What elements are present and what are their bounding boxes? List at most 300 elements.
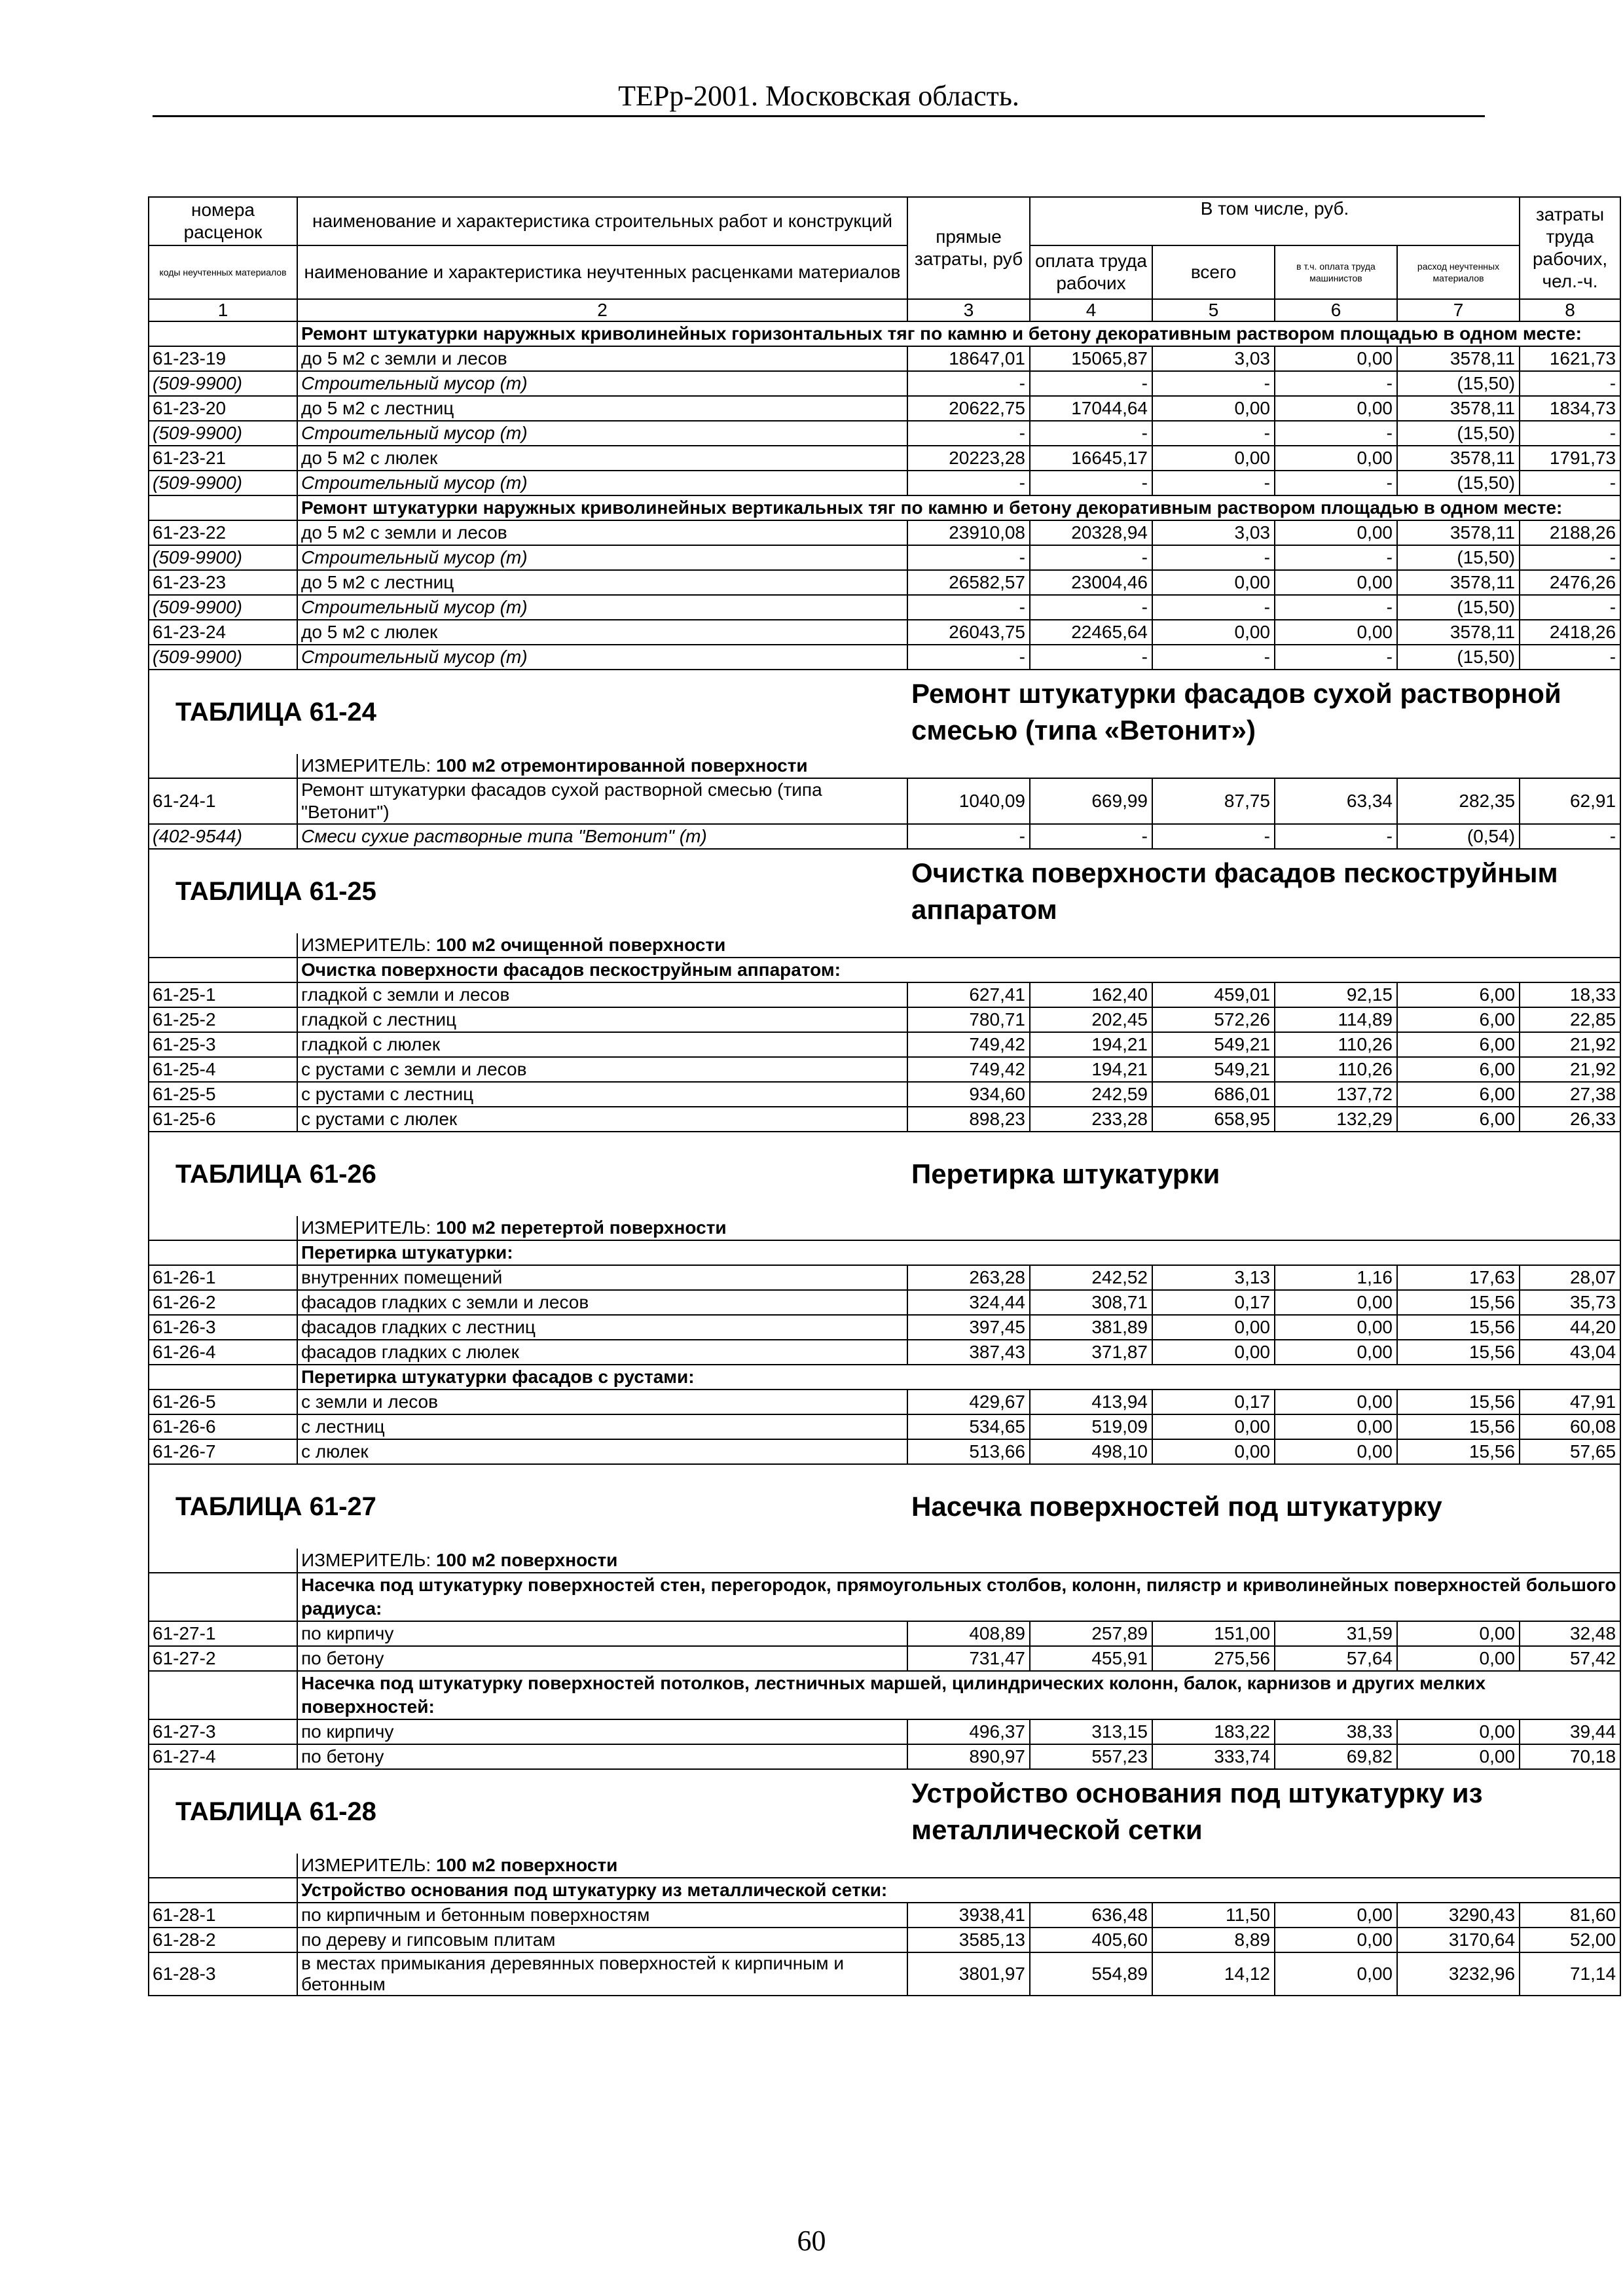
- rate-code: (509-9900): [149, 421, 297, 446]
- group-heading: Устройство основания под штукатурку из металлической сетки:: [297, 1878, 1620, 1903]
- measure-value: 100 м2 поверхности: [435, 1855, 618, 1875]
- work-name: Строительный мусор (т): [297, 595, 907, 620]
- materials-cost: (0,54): [1397, 824, 1520, 849]
- labor-cost: 498,10: [1030, 1439, 1152, 1464]
- group-row: [149, 321, 1620, 346]
- rate-row: [149, 620, 1620, 645]
- direct-cost: 20223,28: [907, 446, 1030, 471]
- materials-cost: 3578,11: [1397, 520, 1520, 545]
- work-name: до 5 м2 с земли и лесов: [297, 346, 907, 371]
- labor-cost: 313,15: [1030, 1719, 1152, 1744]
- rate-row: [149, 570, 1620, 595]
- direct-cost: -: [907, 545, 1030, 570]
- work-name: Строительный мусор (т): [297, 421, 907, 446]
- labor-cost: 519,09: [1030, 1414, 1152, 1439]
- machinist-labor-cost: 0,00: [1275, 570, 1397, 595]
- direct-cost: 387,43: [907, 1340, 1030, 1365]
- group-row: [149, 1365, 1620, 1390]
- labor-hours: 57,42: [1520, 1646, 1620, 1671]
- rate-code: (509-9900): [149, 471, 297, 495]
- materials-cost: (15,50): [1397, 595, 1520, 620]
- labor-hours: 44,20: [1520, 1315, 1620, 1340]
- work-name: Строительный мусор (т): [297, 545, 907, 570]
- materials-cost: 3578,11: [1397, 620, 1520, 645]
- group-heading: Перетирка штукатурки:: [297, 1240, 1620, 1265]
- material-row: [149, 595, 1620, 620]
- work-name: гладкой с земли и лесов: [297, 982, 907, 1007]
- rate-code: 61-27-4: [149, 1744, 297, 1769]
- labor-cost: 242,52: [1030, 1265, 1152, 1290]
- rate-code: 61-26-7: [149, 1439, 297, 1464]
- labor-hours: 2188,26: [1520, 520, 1620, 545]
- column-number: 1: [149, 299, 297, 321]
- group-header: В том числе, руб.: [1030, 197, 1520, 245]
- labor-hours: 52,00: [1520, 1928, 1620, 1952]
- labor-cost: -: [1030, 824, 1152, 849]
- rate-code: 61-28-1: [149, 1903, 297, 1928]
- materials-cost: 0,00: [1397, 1646, 1520, 1671]
- machine-cost: 0,00: [1152, 620, 1275, 645]
- table-title: Ремонт штукатурки фасадов сухой растворной смесью (типа «Ветонит»): [907, 670, 1620, 754]
- materials-cost: 282,35: [1397, 778, 1520, 824]
- materials-cost: 15,56: [1397, 1290, 1520, 1315]
- labor-hours: 1791,73: [1520, 446, 1620, 471]
- direct-cost: 397,45: [907, 1315, 1030, 1340]
- rate-code: 61-26-2: [149, 1290, 297, 1315]
- labor-cost: 308,71: [1030, 1290, 1152, 1315]
- rate-code: 61-24-1: [149, 778, 297, 824]
- rate-code: 61-26-4: [149, 1340, 297, 1365]
- rate-code: (509-9900): [149, 545, 297, 570]
- work-name: внутренних помещений: [297, 1265, 907, 1290]
- empty-cell: [149, 933, 297, 958]
- machine-cost: 572,26: [1152, 1007, 1275, 1032]
- work-name: Строительный мусор (т): [297, 371, 907, 396]
- rate-row: [149, 1340, 1620, 1365]
- group-row: [149, 495, 1620, 520]
- machinist-labor-cost: 38,33: [1275, 1719, 1397, 1744]
- work-name: до 5 м2 с люлек: [297, 620, 907, 645]
- empty-cell: [149, 1854, 297, 1878]
- direct-cost: 26582,57: [907, 570, 1030, 595]
- table-title: Устройство основания под штукатурку из металлической сетки: [907, 1769, 1620, 1854]
- work-name: по бетону: [297, 1744, 907, 1769]
- rate-row: [149, 1621, 1620, 1646]
- table-section-header: [149, 849, 1620, 933]
- machine-cost: 183,22: [1152, 1719, 1275, 1744]
- labor-cost: -: [1030, 421, 1152, 446]
- labor-hours: 32,48: [1520, 1621, 1620, 1646]
- rate-row: [149, 1107, 1620, 1132]
- rate-row: [149, 346, 1620, 371]
- col6-header: в т.ч. оплата труда машинистов: [1275, 245, 1397, 299]
- materials-cost: 0,00: [1397, 1744, 1520, 1769]
- labor-cost: 242,59: [1030, 1082, 1152, 1107]
- machinist-labor-cost: 132,29: [1275, 1107, 1397, 1132]
- labor-hours: -: [1520, 371, 1620, 396]
- labor-hours: 62,91: [1520, 778, 1620, 824]
- machinist-labor-cost: 0,00: [1275, 1390, 1397, 1414]
- work-name: Смеси сухие растворные типа "Ветонит" (т): [297, 824, 907, 849]
- table-label: ТАБЛИЦА 61-24: [149, 670, 907, 754]
- measure-prefix: ИЗМЕРИТЕЛЬ:: [301, 1855, 436, 1875]
- rate-code: 61-25-2: [149, 1007, 297, 1032]
- work-name: гладкой с люлек: [297, 1032, 907, 1057]
- labor-hours: 26,33: [1520, 1107, 1620, 1132]
- rate-row: [149, 1007, 1620, 1032]
- labor-hours: 39,44: [1520, 1719, 1620, 1744]
- measure-row: [149, 1216, 1620, 1240]
- work-name: с рустами с земли и лесов: [297, 1057, 907, 1082]
- materials-cost: 3578,11: [1397, 396, 1520, 421]
- measure-unit: [297, 1854, 1620, 1878]
- empty-cell: [149, 1365, 297, 1390]
- rate-code: (509-9900): [149, 645, 297, 670]
- machinist-labor-cost: -: [1275, 545, 1397, 570]
- machinist-labor-cost: -: [1275, 471, 1397, 495]
- machinist-labor-cost: 0,00: [1275, 520, 1397, 545]
- work-name: с земли и лесов: [297, 1390, 907, 1414]
- rate-code: 61-23-23: [149, 570, 297, 595]
- machine-cost: 0,00: [1152, 1340, 1275, 1365]
- rate-row: [149, 1265, 1620, 1290]
- column-number: 6: [1275, 299, 1397, 321]
- labor-cost: 194,21: [1030, 1057, 1152, 1082]
- materials-cost: 15,56: [1397, 1414, 1520, 1439]
- labor-cost: -: [1030, 371, 1152, 396]
- rate-code: 61-27-2: [149, 1646, 297, 1671]
- measure-row: [149, 933, 1620, 958]
- rate-row: [149, 1744, 1620, 1769]
- direct-cost: 534,65: [907, 1414, 1030, 1439]
- group-heading: Ремонт штукатурки наружных криволинейных горизонтальных тяг по камню и бетону декоративным раствором площадью в одном месте:: [297, 321, 1620, 346]
- rate-row: [149, 1082, 1620, 1107]
- machine-cost: -: [1152, 421, 1275, 446]
- machine-cost: 3,03: [1152, 520, 1275, 545]
- materials-cost: 3578,11: [1397, 346, 1520, 371]
- measure-row: [149, 1549, 1620, 1573]
- direct-cost: -: [907, 595, 1030, 620]
- labor-hours: 57,65: [1520, 1439, 1620, 1464]
- direct-cost: 20622,75: [907, 396, 1030, 421]
- materials-cost: 6,00: [1397, 982, 1520, 1007]
- col4-header: оплата труда рабочих: [1030, 245, 1152, 299]
- rate-row: [149, 1290, 1620, 1315]
- rate-code: 61-23-24: [149, 620, 297, 645]
- col1-header: номера расценок: [149, 197, 297, 245]
- machinist-labor-cost: -: [1275, 371, 1397, 396]
- machinist-labor-cost: 114,89: [1275, 1007, 1397, 1032]
- machinist-labor-cost: -: [1275, 645, 1397, 670]
- col2-header: наименование и характеристика строительных работ и конструкций: [297, 197, 907, 245]
- machinist-labor-cost: 57,64: [1275, 1646, 1397, 1671]
- column-number: 2: [297, 299, 907, 321]
- labor-cost: 636,48: [1030, 1903, 1152, 1928]
- rate-row: [149, 1646, 1620, 1671]
- labor-cost: 405,60: [1030, 1928, 1152, 1952]
- work-name: по бетону: [297, 1646, 907, 1671]
- column-number: 3: [907, 299, 1030, 321]
- machinist-labor-cost: 0,00: [1275, 396, 1397, 421]
- labor-cost: 413,94: [1030, 1390, 1152, 1414]
- machine-cost: 549,21: [1152, 1057, 1275, 1082]
- empty-cell: [149, 1240, 297, 1265]
- empty-cell: [149, 1549, 297, 1573]
- rate-row: [149, 1032, 1620, 1057]
- machine-cost: 275,56: [1152, 1646, 1275, 1671]
- work-name: с рустами с лестниц: [297, 1082, 907, 1107]
- machine-cost: -: [1152, 645, 1275, 670]
- labor-hours: 47,91: [1520, 1390, 1620, 1414]
- machine-cost: 686,01: [1152, 1082, 1275, 1107]
- empty-cell: [149, 1878, 297, 1903]
- col7-subheader: расход неучтенных материалов: [1397, 245, 1520, 299]
- table-title: Насечка поверхностей под штукатурку: [907, 1464, 1620, 1549]
- work-name: до 5 м2 с лестниц: [297, 396, 907, 421]
- measure-row: [149, 754, 1620, 778]
- labor-cost: 557,23: [1030, 1744, 1152, 1769]
- col8-header: затраты труда рабочих, чел.-ч.: [1520, 197, 1620, 299]
- machinist-labor-cost: 92,15: [1275, 982, 1397, 1007]
- work-name: до 5 м2 с лестниц: [297, 570, 907, 595]
- work-name: с лестниц: [297, 1414, 907, 1439]
- group-row: [149, 1573, 1620, 1621]
- machinist-labor-cost: 0,00: [1275, 1315, 1397, 1340]
- work-name: гладкой с лестниц: [297, 1007, 907, 1032]
- direct-cost: -: [907, 645, 1030, 670]
- empty-cell: [149, 754, 297, 778]
- group-heading: Насечка под штукатурку поверхностей стен, перегородок, прямоугольных столбов, колонн, пилястр и криволинейных поверхностей большого радиуса:: [297, 1573, 1620, 1621]
- machinist-labor-cost: 110,26: [1275, 1057, 1397, 1082]
- materials-cost: 6,00: [1397, 1107, 1520, 1132]
- work-name: по дереву и гипсовым плитам: [297, 1928, 907, 1952]
- machine-cost: 0,17: [1152, 1390, 1275, 1414]
- work-name: с люлек: [297, 1439, 907, 1464]
- rate-code: 61-25-5: [149, 1082, 297, 1107]
- measure-unit: [297, 1216, 1620, 1240]
- empty-cell: [149, 1216, 297, 1240]
- rate-code: 61-25-4: [149, 1057, 297, 1082]
- work-name: до 5 м2 с земли и лесов: [297, 520, 907, 545]
- labor-cost: 669,99: [1030, 778, 1152, 824]
- work-name: фасадов гладких с земли и лесов: [297, 1290, 907, 1315]
- materials-cost: (15,50): [1397, 645, 1520, 670]
- group-row: [149, 1240, 1620, 1265]
- machinist-labor-cost: 0,00: [1275, 1903, 1397, 1928]
- machinist-labor-cost: 0,00: [1275, 1340, 1397, 1365]
- group-heading: Насечка под штукатурку поверхностей потолков, лестничных маршей, цилиндрических колонн, балок, карнизов и других мелких поверхностей:: [297, 1671, 1620, 1719]
- rate-code: 61-26-6: [149, 1414, 297, 1439]
- labor-cost: 455,91: [1030, 1646, 1152, 1671]
- labor-hours: 28,07: [1520, 1265, 1620, 1290]
- column-number: 8: [1520, 299, 1620, 321]
- machine-cost: 8,89: [1152, 1928, 1275, 1952]
- direct-cost: -: [907, 471, 1030, 495]
- labor-hours: -: [1520, 471, 1620, 495]
- material-row: [149, 471, 1620, 495]
- machinist-labor-cost: -: [1275, 824, 1397, 849]
- direct-cost: 627,41: [907, 982, 1030, 1007]
- labor-hours: 2476,26: [1520, 570, 1620, 595]
- measure-value: 100 м2 поверхности: [435, 1550, 618, 1570]
- table-section-header: [149, 1769, 1620, 1854]
- work-name: по кирпичным и бетонным поверхностям: [297, 1903, 907, 1928]
- measure-prefix: ИЗМЕРИТЕЛЬ:: [301, 935, 436, 955]
- machine-cost: 0,17: [1152, 1290, 1275, 1315]
- rate-code: 61-26-5: [149, 1390, 297, 1414]
- machine-cost: 0,00: [1152, 1414, 1275, 1439]
- work-name: с рустами с люлек: [297, 1107, 907, 1132]
- measure-row: [149, 1854, 1620, 1878]
- machinist-labor-cost: 0,00: [1275, 1928, 1397, 1952]
- labor-hours: -: [1520, 595, 1620, 620]
- materials-cost: 15,56: [1397, 1390, 1520, 1414]
- rate-row: [149, 982, 1620, 1007]
- labor-cost: 554,89: [1030, 1952, 1152, 1996]
- measure-prefix: ИЗМЕРИТЕЛЬ:: [301, 1217, 436, 1238]
- table-title: Перетирка штукатурки: [907, 1132, 1620, 1216]
- labor-cost: 23004,46: [1030, 570, 1152, 595]
- labor-cost: 202,45: [1030, 1007, 1152, 1032]
- empty-cell: [149, 1671, 297, 1719]
- materials-cost: (15,50): [1397, 471, 1520, 495]
- table-body: [149, 321, 1620, 1996]
- rate-row: [149, 1057, 1620, 1082]
- labor-cost: 371,87: [1030, 1340, 1152, 1365]
- direct-cost: 898,23: [907, 1107, 1030, 1132]
- direct-cost: 26043,75: [907, 620, 1030, 645]
- column-numbers-row: [149, 299, 1620, 321]
- machine-cost: 3,13: [1152, 1265, 1275, 1290]
- column-number: 7: [1397, 299, 1520, 321]
- rate-code: 61-23-22: [149, 520, 297, 545]
- rate-code: 61-27-1: [149, 1621, 297, 1646]
- rate-code: 61-25-1: [149, 982, 297, 1007]
- rate-row: [149, 1439, 1620, 1464]
- table-title: Очистка поверхности фасадов пескоструйным аппаратом: [907, 849, 1620, 933]
- machine-cost: -: [1152, 824, 1275, 849]
- labor-cost: 17044,64: [1030, 396, 1152, 421]
- direct-cost: 1040,09: [907, 778, 1030, 824]
- machine-cost: -: [1152, 371, 1275, 396]
- materials-cost: 17,63: [1397, 1265, 1520, 1290]
- rate-code: (402-9544): [149, 824, 297, 849]
- col3-header: прямые затраты, руб: [907, 197, 1030, 299]
- machinist-labor-cost: 63,34: [1275, 778, 1397, 824]
- direct-cost: 324,44: [907, 1290, 1030, 1315]
- rate-code: 61-23-19: [149, 346, 297, 371]
- group-heading: Очистка поверхности фасадов пескоструйным аппаратом:: [297, 958, 1620, 982]
- measure-value: 100 м2 отремонтированной поверхности: [435, 755, 808, 776]
- labor-hours: 70,18: [1520, 1744, 1620, 1769]
- materials-cost: 0,00: [1397, 1621, 1520, 1646]
- machinist-labor-cost: -: [1275, 421, 1397, 446]
- rate-code: 61-27-3: [149, 1719, 297, 1744]
- group-heading: Перетирка штукатурки фасадов с рустами:: [297, 1365, 1620, 1390]
- materials-cost: 15,56: [1397, 1315, 1520, 1340]
- labor-hours: 21,92: [1520, 1057, 1620, 1082]
- work-name: Строительный мусор (т): [297, 471, 907, 495]
- rate-row: [149, 1315, 1620, 1340]
- labor-cost: 233,28: [1030, 1107, 1152, 1132]
- rate-row: [149, 446, 1620, 471]
- machinist-labor-cost: 69,82: [1275, 1744, 1397, 1769]
- machinist-labor-cost: 0,00: [1275, 1439, 1397, 1464]
- material-row: [149, 371, 1620, 396]
- labor-hours: 1621,73: [1520, 346, 1620, 371]
- machinist-labor-cost: -: [1275, 595, 1397, 620]
- labor-hours: 43,04: [1520, 1340, 1620, 1365]
- machinist-labor-cost: 137,72: [1275, 1082, 1397, 1107]
- table-section-header: [149, 1464, 1620, 1549]
- group-row: [149, 1671, 1620, 1719]
- labor-hours: -: [1520, 545, 1620, 570]
- machinist-labor-cost: 1,16: [1275, 1265, 1397, 1290]
- work-name: Строительный мусор (т): [297, 645, 907, 670]
- direct-cost: 263,28: [907, 1265, 1030, 1290]
- labor-hours: 22,85: [1520, 1007, 1620, 1032]
- measure-unit: [297, 754, 1620, 778]
- direct-cost: 496,37: [907, 1719, 1030, 1744]
- labor-hours: 81,60: [1520, 1903, 1620, 1928]
- materials-cost: 3578,11: [1397, 446, 1520, 471]
- direct-cost: 23910,08: [907, 520, 1030, 545]
- rate-row: [149, 1903, 1620, 1928]
- materials-cost: 0,00: [1397, 1719, 1520, 1744]
- table-header: [149, 197, 1620, 321]
- labor-hours: -: [1520, 824, 1620, 849]
- material-row: [149, 545, 1620, 570]
- materials-cost: 15,56: [1397, 1340, 1520, 1365]
- machine-cost: 658,95: [1152, 1107, 1275, 1132]
- measure-unit: [297, 1549, 1620, 1573]
- labor-cost: 194,21: [1030, 1032, 1152, 1057]
- material-row: [149, 824, 1620, 849]
- machinist-labor-cost: 0,00: [1275, 1290, 1397, 1315]
- machine-cost: 3,03: [1152, 346, 1275, 371]
- machine-cost: 87,75: [1152, 778, 1275, 824]
- column-number: 4: [1030, 299, 1152, 321]
- direct-cost: 3585,13: [907, 1928, 1030, 1952]
- labor-cost: 162,40: [1030, 982, 1152, 1007]
- materials-cost: (15,50): [1397, 421, 1520, 446]
- labor-cost: 16645,17: [1030, 446, 1152, 471]
- work-name: фасадов гладких с лестниц: [297, 1315, 907, 1340]
- labor-hours: 21,92: [1520, 1032, 1620, 1057]
- materials-cost: 3578,11: [1397, 570, 1520, 595]
- work-name: по кирпичу: [297, 1719, 907, 1744]
- direct-cost: 3801,97: [907, 1952, 1030, 1996]
- machine-cost: 151,00: [1152, 1621, 1275, 1646]
- work-name: фасадов гладких с люлек: [297, 1340, 907, 1365]
- rate-code: 61-26-1: [149, 1265, 297, 1290]
- rate-code: 61-28-2: [149, 1928, 297, 1952]
- empty-cell: [149, 321, 297, 346]
- materials-cost: 3170,64: [1397, 1928, 1520, 1952]
- direct-cost: -: [907, 421, 1030, 446]
- empty-cell: [149, 1573, 297, 1621]
- rate-row: [149, 778, 1620, 824]
- rate-row: [149, 1952, 1620, 1996]
- rate-row: [149, 1928, 1620, 1952]
- materials-cost: 6,00: [1397, 1057, 1520, 1082]
- table-section-header: [149, 670, 1620, 754]
- group-row: [149, 958, 1620, 982]
- materials-cost: 3232,96: [1397, 1952, 1520, 1996]
- machine-cost: 333,74: [1152, 1744, 1275, 1769]
- labor-hours: 18,33: [1520, 982, 1620, 1007]
- labor-hours: 60,08: [1520, 1414, 1620, 1439]
